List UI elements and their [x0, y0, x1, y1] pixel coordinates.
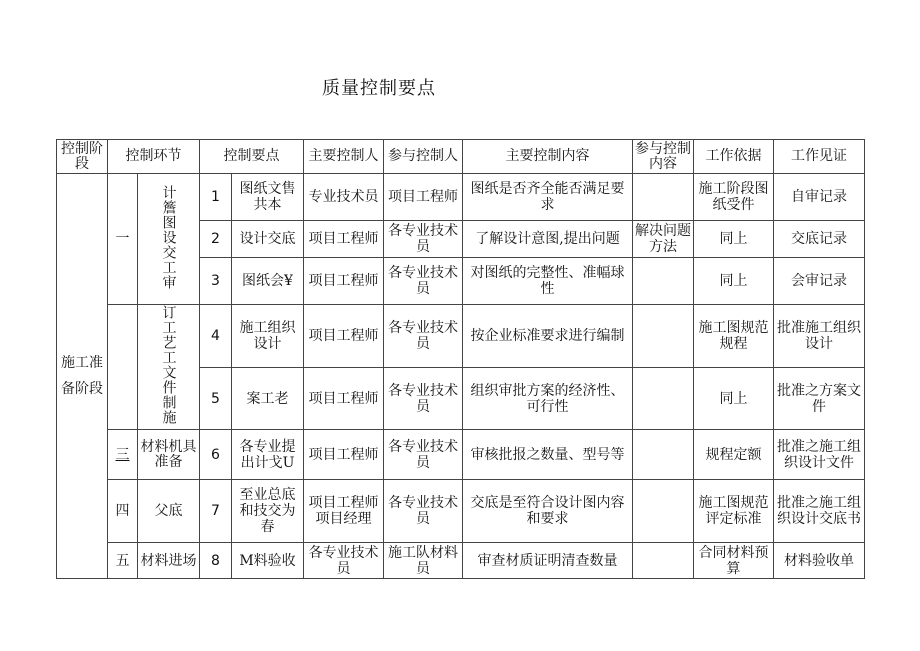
participant: 各专业技术员	[384, 480, 463, 543]
table-row	[57, 174, 865, 221]
control-point: 设计交底	[232, 221, 304, 258]
header-cell: 控制环节	[108, 140, 200, 174]
work-basis: 施工阶段图纸受件	[694, 174, 774, 221]
header-cell: 参与控制人	[384, 140, 463, 174]
segment-name: 父底	[138, 480, 200, 543]
segment-name: 订工艺工文件制施	[138, 305, 200, 430]
segment-name: 计簷图设交工审	[138, 174, 200, 305]
main-controller: 项目工程师	[304, 368, 384, 430]
control-point: 施工组织设计	[232, 305, 304, 368]
stage-cell: 施工准备阶段	[57, 174, 108, 579]
main-controller: 项目工程师	[304, 258, 384, 305]
header-cell: 控制阶段	[57, 140, 108, 174]
point-number: 6	[200, 430, 232, 480]
segment-number: 三	[108, 430, 138, 480]
participant-content	[633, 368, 694, 430]
participant: 各专业技术员	[384, 221, 463, 258]
point-number: 4	[200, 305, 232, 368]
segment-name: 材料进场	[138, 543, 200, 579]
main-controller: 项目工程师	[304, 430, 384, 480]
participant: 施工队材料员	[384, 543, 463, 579]
segment-number: 五	[108, 543, 138, 579]
segment-number: 四	[108, 480, 138, 543]
control-content: 对图纸的完整性、准幅球性	[463, 258, 633, 305]
control-content: 组织审批方案的经济性、可行性	[463, 368, 633, 430]
participant-content: 解决问题方法	[633, 221, 694, 258]
header-cell: 工作依据	[694, 140, 774, 174]
participant-content	[633, 258, 694, 305]
main-controller: 项目工程师	[304, 221, 384, 258]
table-row	[57, 430, 865, 480]
participant-content	[633, 305, 694, 368]
point-number: 8	[200, 543, 232, 579]
participant-content	[633, 174, 694, 221]
point-number: 1	[200, 174, 232, 221]
point-number: 7	[200, 480, 232, 543]
main-controller: 项目工程师项目经理	[304, 480, 384, 543]
participant-content	[633, 543, 694, 579]
point-number: 5	[200, 368, 232, 430]
work-proof: 批准之施工组织设计文件	[774, 430, 865, 480]
participant: 各专业技术员	[384, 368, 463, 430]
control-content: 审核批报之数量、型号等	[463, 430, 633, 480]
control-point: 图纸文售 共本	[232, 174, 304, 221]
control-content: 图纸是否齐全能否满足要求	[463, 174, 633, 221]
work-proof: 批准施工组织设计	[774, 305, 865, 368]
participant-content	[633, 480, 694, 543]
main-controller: 专业技术员	[304, 174, 384, 221]
table-row	[57, 480, 865, 543]
work-proof: 自审记录	[774, 174, 865, 221]
work-proof: 批准之施工组织设计交底书	[774, 480, 865, 543]
segment-number	[108, 305, 138, 430]
work-proof: 会审记录	[774, 258, 865, 305]
control-point: 至业总底和技交为春	[232, 480, 304, 543]
control-point: 图纸会¥	[232, 258, 304, 305]
work-proof: 批准之方案文件	[774, 368, 865, 430]
work-basis: 施工图规范评定标准	[694, 480, 774, 543]
control-content: 交底是至符合设计图内容和要求	[463, 480, 633, 543]
header-cell: 参与控制内容	[633, 140, 694, 174]
control-content: 审查材质证明清查数量	[463, 543, 633, 579]
work-basis: 合同材料预算	[694, 543, 774, 579]
header-cell: 主要控制人	[304, 140, 384, 174]
segment-number: 一	[108, 174, 138, 305]
main-controller: 项目工程师	[304, 305, 384, 368]
work-proof: 交底记录	[774, 221, 865, 258]
control-content: 了解设计意图,提出问题	[463, 221, 633, 258]
table-row	[57, 543, 865, 579]
header-row	[57, 140, 865, 174]
participant: 各专业技术员	[384, 430, 463, 480]
work-proof: 材料验收单	[774, 543, 865, 579]
point-number: 3	[200, 258, 232, 305]
participant-content	[633, 430, 694, 480]
control-point: 案工老	[232, 368, 304, 430]
quality-control-table	[56, 139, 865, 579]
page-title: 质量控制要点	[322, 78, 436, 99]
control-point: M料验收	[232, 543, 304, 579]
header-cell: 控制要点	[200, 140, 304, 174]
work-basis: 同上	[694, 368, 774, 430]
header-cell: 工作见证	[774, 140, 865, 174]
participant: 各专业技术员	[384, 258, 463, 305]
work-basis: 同上	[694, 258, 774, 305]
header-cell: 主要控制内容	[463, 140, 633, 174]
work-basis: 规程定额	[694, 430, 774, 480]
control-content: 按企业标准要求进行编制	[463, 305, 633, 368]
participant: 项目工程师	[384, 174, 463, 221]
main-controller: 各专业技术员	[304, 543, 384, 579]
point-number: 2	[200, 221, 232, 258]
control-point: 各专业提出计戈U	[232, 430, 304, 480]
participant: 各专业技术员	[384, 305, 463, 368]
work-basis: 同上	[694, 221, 774, 258]
segment-name: 材料机具准备	[138, 430, 200, 480]
table-row	[57, 305, 865, 368]
work-basis: 施工图规范规程	[694, 305, 774, 368]
